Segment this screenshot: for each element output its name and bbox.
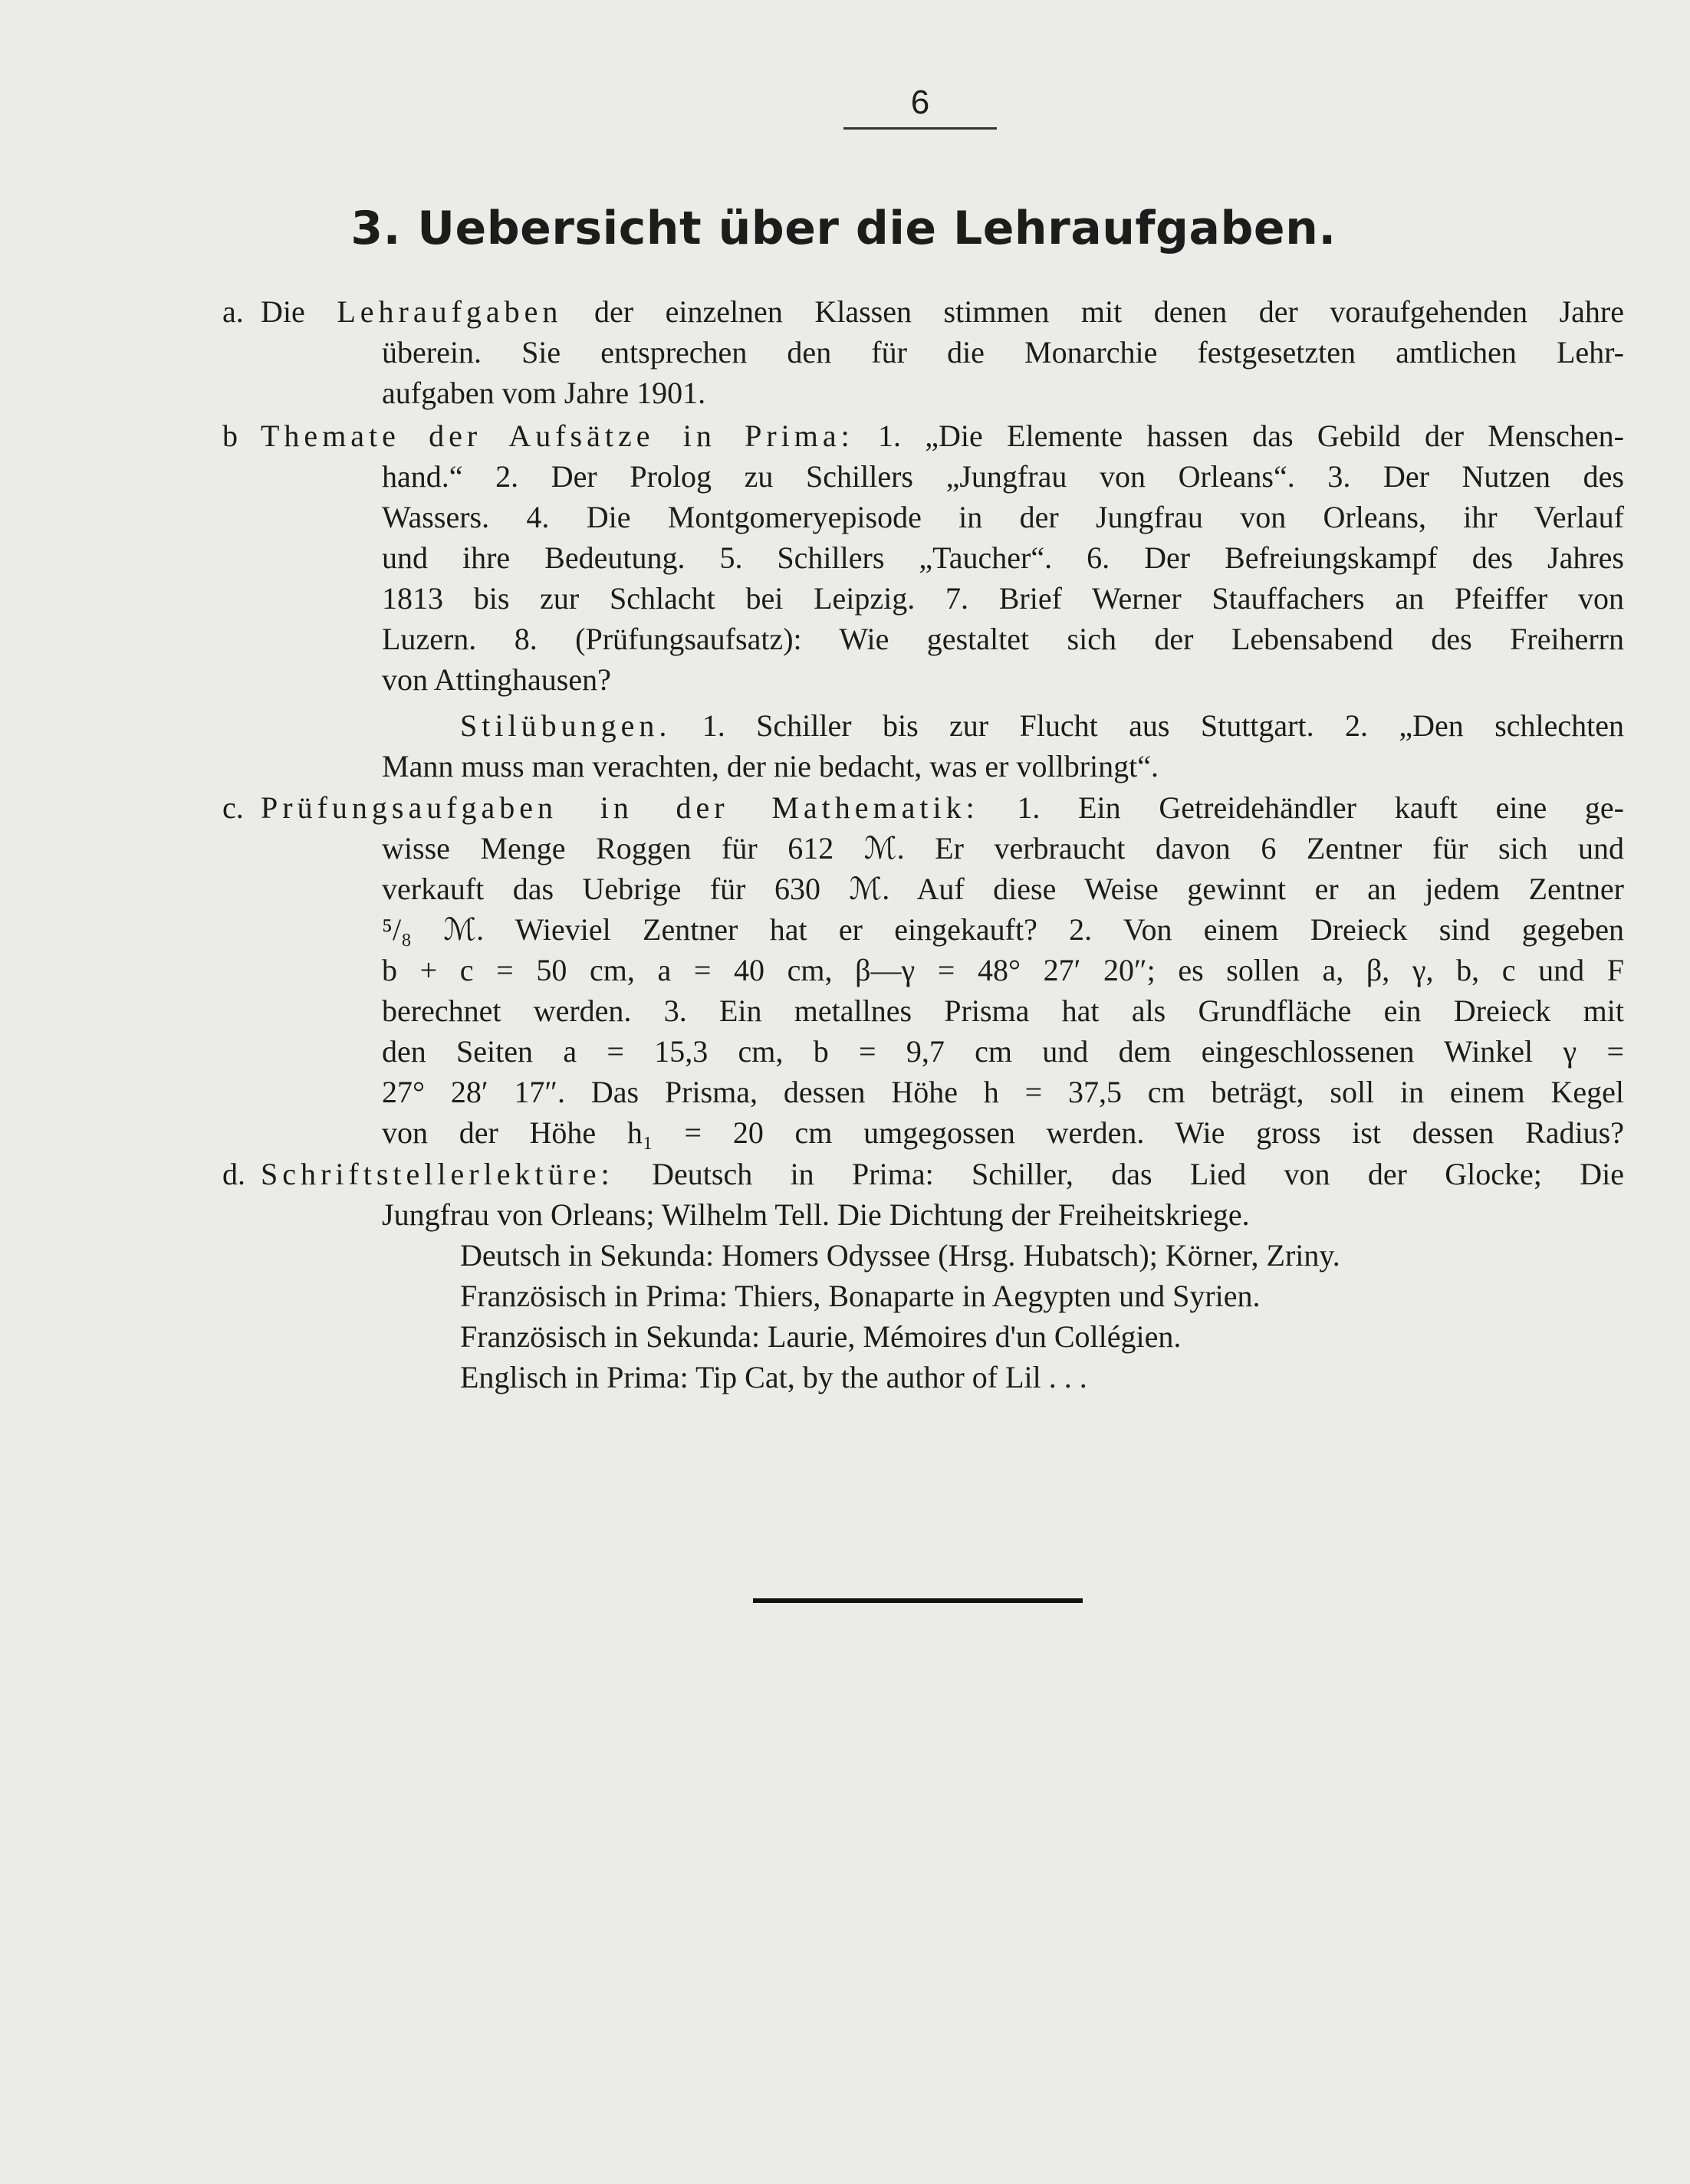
section-d-label: d. — [222, 1157, 245, 1191]
section-c-line-8: 27° 28′ 17″. Das Prisma, dessen Höhe h = 37,5 cm beträgt, soll in einem Kegel — [382, 1075, 1624, 1109]
section-c-text-1: 1. Ein Getreidehändler kauft eine ge- — [1017, 790, 1624, 825]
page-number-underline — [843, 127, 997, 130]
section-b-line-7: von Attinghausen? — [382, 662, 611, 697]
section-b-stil-line-2: Mann muss man verachten, der nie bedacht, was er vollbringt“. — [382, 749, 1159, 783]
section-c-line-3: verkauft das Uebrige für 630 ℳ. Auf diese Weise gewinnt er an jedem Zentner — [382, 872, 1624, 906]
section-b-stil-term: Stilübungen. — [460, 708, 672, 743]
section-b-line-2: hand.“ 2. Der Prolog zu Schillers „Jungfrau von Orleans“. 3. Der Nutzen des — [382, 459, 1624, 494]
section-c-term: Prüfungsaufgaben in der Mathematik: — [261, 790, 979, 825]
section-d-line-3: Deutsch in Sekunda: Homers Odyssee (Hrsg. Hubatsch); Körner, Zriny. — [460, 1238, 1340, 1273]
section-c-label: c. — [222, 790, 244, 825]
section-d-text-1: Deutsch in Prima: Schiller, das Lied von der Glocke; Die — [652, 1157, 1625, 1191]
section-d-line-4: Französisch in Prima: Thiers, Bonaparte in Aegypten und Syrien. — [460, 1279, 1261, 1313]
section-b-line-1 — [261, 415, 1624, 456]
section-b-line-3: Wassers. 4. Die Montgomeryepisode in der Jungfrau von Orleans, ihr Verlauf — [382, 500, 1624, 534]
section-c-line-4: ⁵/₈ ℳ. Wieviel Zentner hat er eingekauft? 2. Von einem Dreieck sind gegeben — [382, 912, 1624, 947]
section-b-term: Themate der Aufsätze in Prima: — [261, 419, 854, 453]
section-b-text-1: 1. „Die Elemente hassen das Gebild der Menschen- — [878, 419, 1624, 453]
section-b-line-5: 1813 bis zur Schlacht bei Leipzig. 7. Brief Werner Stauffachers an Pfeiffer von — [382, 581, 1624, 616]
section-b-line-4: und ihre Bedeutung. 5. Schillers „Taucher“. 6. Der Befreiungskampf des Jahres — [382, 540, 1624, 575]
page-title: 3. Uebersicht über die Lehraufgaben. — [350, 202, 1337, 255]
page-number: 6 — [910, 84, 930, 121]
section-c-line-7: den Seiten a = 15,3 cm, b = 9,7 cm und dem eingeschlossenen Winkel γ = — [382, 1034, 1624, 1069]
section-a-lead: Die — [261, 294, 305, 329]
section-d-line-2: Jungfrau von Orleans; Wilhelm Tell. Die Dichtung der Freiheitskriege. — [382, 1197, 1250, 1232]
section-d-line-5: Französisch in Sekunda: Laurie, Mémoires d'un Collégien. — [460, 1319, 1182, 1354]
section-b-label: b — [222, 419, 238, 453]
section-c-line-6: berechnet werden. 3. Ein metallnes Prisma hat als Grundfläche ein Dreieck mit — [382, 993, 1624, 1028]
end-divider — [753, 1598, 1083, 1603]
section-a-label: a. — [222, 294, 244, 329]
section-b-line-6: Luzern. 8. (Prüfungsaufsatz): Wie gestaltet sich der Lebensabend des Freiherrn — [382, 622, 1624, 656]
section-a-line-2: überein. Sie entsprechen den für die Monarchie festgesetzten amtlichen Lehr- — [382, 335, 1624, 369]
section-b-stil-text-1: 1. Schiller bis zur Flucht aus Stuttgart. 2. „Den schlechten — [702, 708, 1624, 743]
section-d-term: Schriftstellerlektüre: — [261, 1157, 614, 1191]
section-d-line-1 — [261, 1154, 1624, 1194]
section-a-term: Lehraufgaben — [337, 294, 563, 329]
section-c-line-1 — [261, 787, 1624, 828]
section-c-line-9: von der Höhe h₁ = 20 cm umgegossen werden. Wie gross ist dessen Radius? — [382, 1115, 1624, 1150]
section-c-line-2: wisse Menge Roggen für 612 ℳ. Er verbraucht davon 6 Zentner für sich und — [382, 831, 1624, 865]
section-d-line-6: Englisch in Prima: Tip Cat, by the author of Lil . . . — [460, 1360, 1087, 1394]
section-a-line-1 — [261, 291, 1624, 332]
section-b-stil-line-1 — [460, 705, 1624, 746]
section-c-line-5: b + c = 50 cm, a = 40 cm, β—γ = 48° 27′ 20″; es sollen a, β, γ, b, c und F — [382, 953, 1625, 987]
section-a-text-1: der einzelnen Klassen stimmen mit denen der voraufgehenden Jahre — [593, 294, 1625, 329]
section-a-line-3: aufgaben vom Jahre 1901. — [382, 376, 706, 410]
